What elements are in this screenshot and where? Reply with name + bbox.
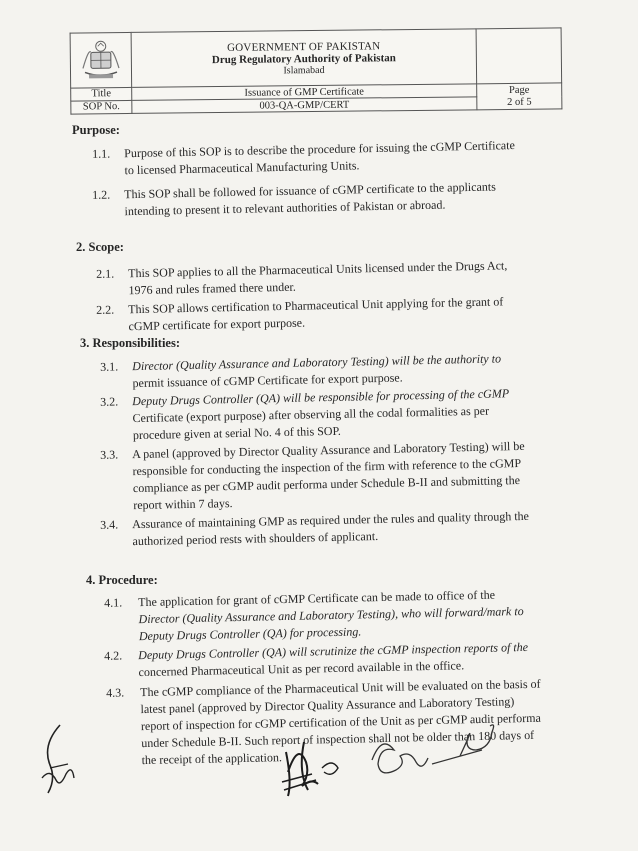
item-line: Deputy Drugs Controller (QA) will be responsible for processing of the cGMP: [132, 386, 510, 409]
item-line: report within 7 days.: [133, 496, 233, 513]
item-line: The application for grant of cGMP Certificate can be made to office of the: [138, 587, 496, 610]
item-line: This SOP allows certification to Pharmaceutical Unit applying for the grant of: [128, 294, 504, 317]
item-number: 1.2.: [92, 187, 111, 202]
item-line: authorized period rests with shoulders of applicant.: [132, 528, 379, 549]
page-value: 2 of 5: [507, 96, 532, 108]
item-line: latest panel (approved by Director Quality Assurance and Laboratory Testing): [140, 694, 515, 717]
item-line: Certificate (export purpose) after observing all the codal formalities as per: [132, 403, 490, 426]
signature-1: [278, 732, 348, 802]
item-line: Deputy Drugs Controller (QA) will scrutinize the cGMP inspection reports of the: [138, 639, 529, 663]
item-line: to licensed Pharmaceutical Manufacturing Units.: [124, 158, 360, 178]
item-line: Assurance of maintaining GMP as required under the rules and quality through the: [132, 508, 530, 532]
item-line: intending to present it to relevant authorities of Pakistan or abroad.: [124, 197, 446, 219]
signature-2: [362, 720, 532, 790]
item-number: 1.1.: [92, 146, 111, 161]
list-item: [92, 136, 562, 178]
purpose-heading: Purpose:: [72, 123, 120, 137]
item-line: procedure given at serial No. 4 of this SOP.: [132, 423, 341, 443]
item-line: the receipt of the application.: [141, 750, 283, 768]
item-line: The cGMP compliance of the Pharmaceutical Unit will be evaluated on the basis of: [140, 676, 541, 700]
item-line: under Schedule B-II. Such report of inspection shall not be older than 180 days of: [141, 727, 535, 751]
responsibilities-heading: 3. Responsibilities:: [80, 336, 181, 350]
item-number: 4.1.: [104, 595, 123, 610]
margin-initials-signature: [30, 720, 90, 800]
item-number: 3.1.: [100, 359, 119, 374]
org-line-3: Islamabad: [283, 64, 325, 76]
item-line: This SOP applies to all the Pharmaceutical Units licensed under the Drugs Act,: [128, 258, 508, 281]
item-line: 1976 and rules framed there under.: [128, 279, 296, 298]
item-number: 4.3.: [106, 685, 125, 700]
list-item: [92, 177, 562, 219]
item-line: concerned Pharmaceutical Unit as per record available in the office.: [138, 658, 465, 680]
org-line-1: GOVERNMENT OF PAKISTAN: [227, 39, 381, 54]
item-line: Director (Quality Assurance and Laboratory Testing), who will forward/mark to: [138, 604, 524, 627]
list-item: [104, 585, 564, 644]
title-label: Title: [71, 87, 132, 101]
org-line-2: Drug Regulatory Authority of Pakistan: [211, 51, 396, 66]
item-line: compliance as per cGMP audit performa under Schedule B-II and submitting the: [132, 473, 521, 496]
page-label: Page: [508, 84, 530, 96]
scope-heading: 2. Scope:: [76, 240, 124, 254]
procedure-heading: 4. Procedure:: [86, 573, 158, 587]
item-number: 3.2.: [100, 394, 119, 409]
list-item: [96, 256, 566, 298]
item-line: This SOP shall be followed for issuance of cGMP certificate to the applicants: [124, 179, 496, 202]
item-line: permit issuance of cGMP Certificate for export purpose.: [132, 370, 403, 391]
item-number: 2.2.: [96, 302, 115, 317]
item-number: 3.4.: [100, 517, 119, 532]
item-line: cGMP certificate for export purpose.: [128, 315, 306, 334]
item-line: responsible for conducting the inspection of the firm with reference to the cGMP: [132, 456, 522, 479]
sop-value: 003-QA-GMP/CERT: [132, 97, 477, 114]
item-line: A panel (approved by Director Quality Assurance and Laboratory Testing) will be: [132, 438, 525, 462]
title-value: Issuance of GMP Certificate: [132, 84, 477, 101]
item-number: 3.3.: [100, 447, 119, 462]
sop-label: SOP No.: [71, 100, 132, 114]
item-number: 2.1.: [96, 266, 115, 281]
item-line: Deputy Drugs Controller (QA) for processing.: [138, 624, 362, 644]
item-line: report of inspection for cGMP certification of the Unit as per cGMP audit performa: [140, 710, 541, 734]
item-line: Purpose of this SOP is to describe the procedure for issuing the cGMP Certificate: [124, 138, 515, 161]
item-number: 4.2.: [104, 648, 123, 663]
item-line: Director (Quality Assurance and Laboratory Testing) will be the authority to: [132, 351, 502, 374]
